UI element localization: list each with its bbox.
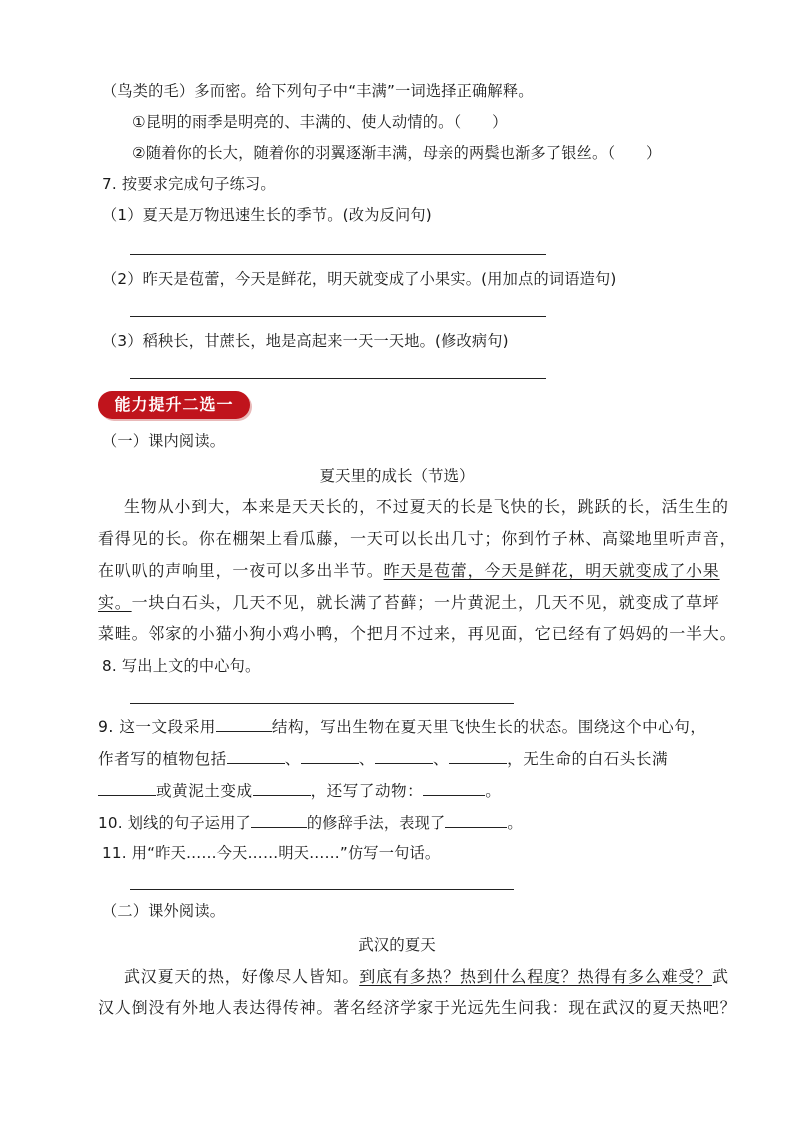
part1-passage-line-3 xyxy=(98,560,720,582)
q10-text: 10. 划线的句子运用了 xyxy=(98,814,251,832)
passage-text: 在叭叭的声响里，一夜可以多出半节。 xyxy=(98,561,384,580)
q9-blank-soil[interactable] xyxy=(253,779,311,796)
q9-blank-plant-4[interactable] xyxy=(449,747,507,764)
q10-text: 。 xyxy=(507,814,523,832)
q9-line-1 xyxy=(98,715,706,738)
q9-text: 作者写的植物包括 xyxy=(98,750,227,768)
q7-sub-2: （2）昨天是苞蕾，今天是鲜花，明天就变成了小果实。(用加点的词语造句) xyxy=(102,270,617,288)
part1-passage-title: 夏天里的成长（节选） xyxy=(319,467,475,485)
q10-text: 的修辞手法，表现了 xyxy=(306,814,446,832)
q9-blank-plant-3[interactable] xyxy=(375,747,433,764)
underlined-sentence: 昨天是苞蕾，今天是鲜花，明天就变成了小果 xyxy=(383,561,720,580)
q7-answer-line-3[interactable] xyxy=(130,378,546,379)
part2-passage-title: 武汉的夏天 xyxy=(358,936,436,954)
part1-passage-line-5: 菜畦。邻家的小猫小狗小鸡小鸭，个把月不过来，再见面，它已经有了妈妈的一半大。 xyxy=(98,624,737,643)
passage-text: 武 xyxy=(712,967,729,986)
passage-text: 武汉夏天的热，好像尽人皆知。 xyxy=(124,967,360,986)
q6-intro: （鸟类的毛）多而密。给下列句子中“丰满”一词选择正确解释。 xyxy=(102,82,534,100)
q9-text: 、 xyxy=(284,750,301,768)
part1-passage-line-4 xyxy=(98,592,720,614)
q9-text: 结构，写出生物在夏天里飞快生长的状态。围绕这个中心句， xyxy=(271,718,707,736)
q9-text: ，无生命的白石头长满 xyxy=(507,750,669,768)
q10-blank-rhetoric[interactable] xyxy=(251,811,307,828)
q9-text: 或黄泥土变成 xyxy=(156,782,253,800)
section-badge: 能力提升二选一 xyxy=(98,391,250,419)
q9-line-2 xyxy=(98,747,668,770)
underlined-sentence-end: 实。 xyxy=(98,593,132,612)
q9-text: 9. 这一文段采用 xyxy=(98,718,216,736)
q6-item-1: ①昆明的雨季是明亮的、丰满的、使人动情的。（ ） xyxy=(132,113,508,131)
q10-blank-effect[interactable] xyxy=(445,811,507,828)
q9-text: 、 xyxy=(432,750,450,768)
q9-text: 。 xyxy=(485,782,502,800)
q9-blank-animal[interactable] xyxy=(423,779,485,796)
q9-text: ，还写了动物： xyxy=(310,782,424,800)
q10-line xyxy=(98,811,523,834)
q7-sub-3: （3）稻秧长，甘蔗长，地是高起来一天一天地。(修改病句) xyxy=(102,332,509,350)
q9-blank-plant-1[interactable] xyxy=(227,747,285,764)
q11-answer-line[interactable] xyxy=(130,889,514,890)
q9-line-3 xyxy=(98,779,501,802)
q7-title: 7. 按要求完成句子练习。 xyxy=(102,175,276,193)
part2-label: （二）课外阅读。 xyxy=(102,902,226,920)
part1-passage-line-1: 生物从小到大，本来是天天长的，不过夏天的长是飞快的长，跳跃的长，活生生的 xyxy=(124,497,729,516)
q9-text: 、 xyxy=(358,750,375,768)
q7-answer-line-1[interactable] xyxy=(130,254,546,255)
q7-sub-1: （1）夏天是万物迅速生长的季节。(改为反问句) xyxy=(102,206,432,224)
underlined-questions: 到底有多热？热到什么程度？热得有多么难受？ xyxy=(359,967,713,986)
q8-answer-line[interactable] xyxy=(130,703,514,704)
part2-passage-line-2: 汉人倒没有外地人表达得传神。著名经济学家于光远先生问我：现在武汉的夏天热吧？ xyxy=(98,998,737,1017)
q9-blank-stone[interactable] xyxy=(98,779,156,796)
part1-label: （一）课内阅读。 xyxy=(102,432,226,450)
q7-answer-line-2[interactable] xyxy=(130,316,546,317)
q11-text: 11. 用“昨天……今天……明天……”仿写一句话。 xyxy=(102,844,441,862)
q9-blank-plant-2[interactable] xyxy=(301,747,359,764)
part1-passage-line-2: 看得见的长。你在棚架上看瓜藤，一天可以长出几寸；你到竹子林、高粱地里听声音， xyxy=(98,529,737,548)
q8-text: 8. 写出上文的中心句。 xyxy=(102,657,261,675)
part2-passage-line-1 xyxy=(124,966,729,988)
q9-blank-structure[interactable] xyxy=(216,715,272,732)
q6-item-2: ②随着你的长大，随着你的羽翼逐渐丰满，母亲的两鬓也渐多了银丝。（ ） xyxy=(132,144,662,162)
passage-text: 一块白石头，几天不见，就长满了苔藓；一片黄泥土，几天不见，就变成了草坪 xyxy=(131,593,720,612)
